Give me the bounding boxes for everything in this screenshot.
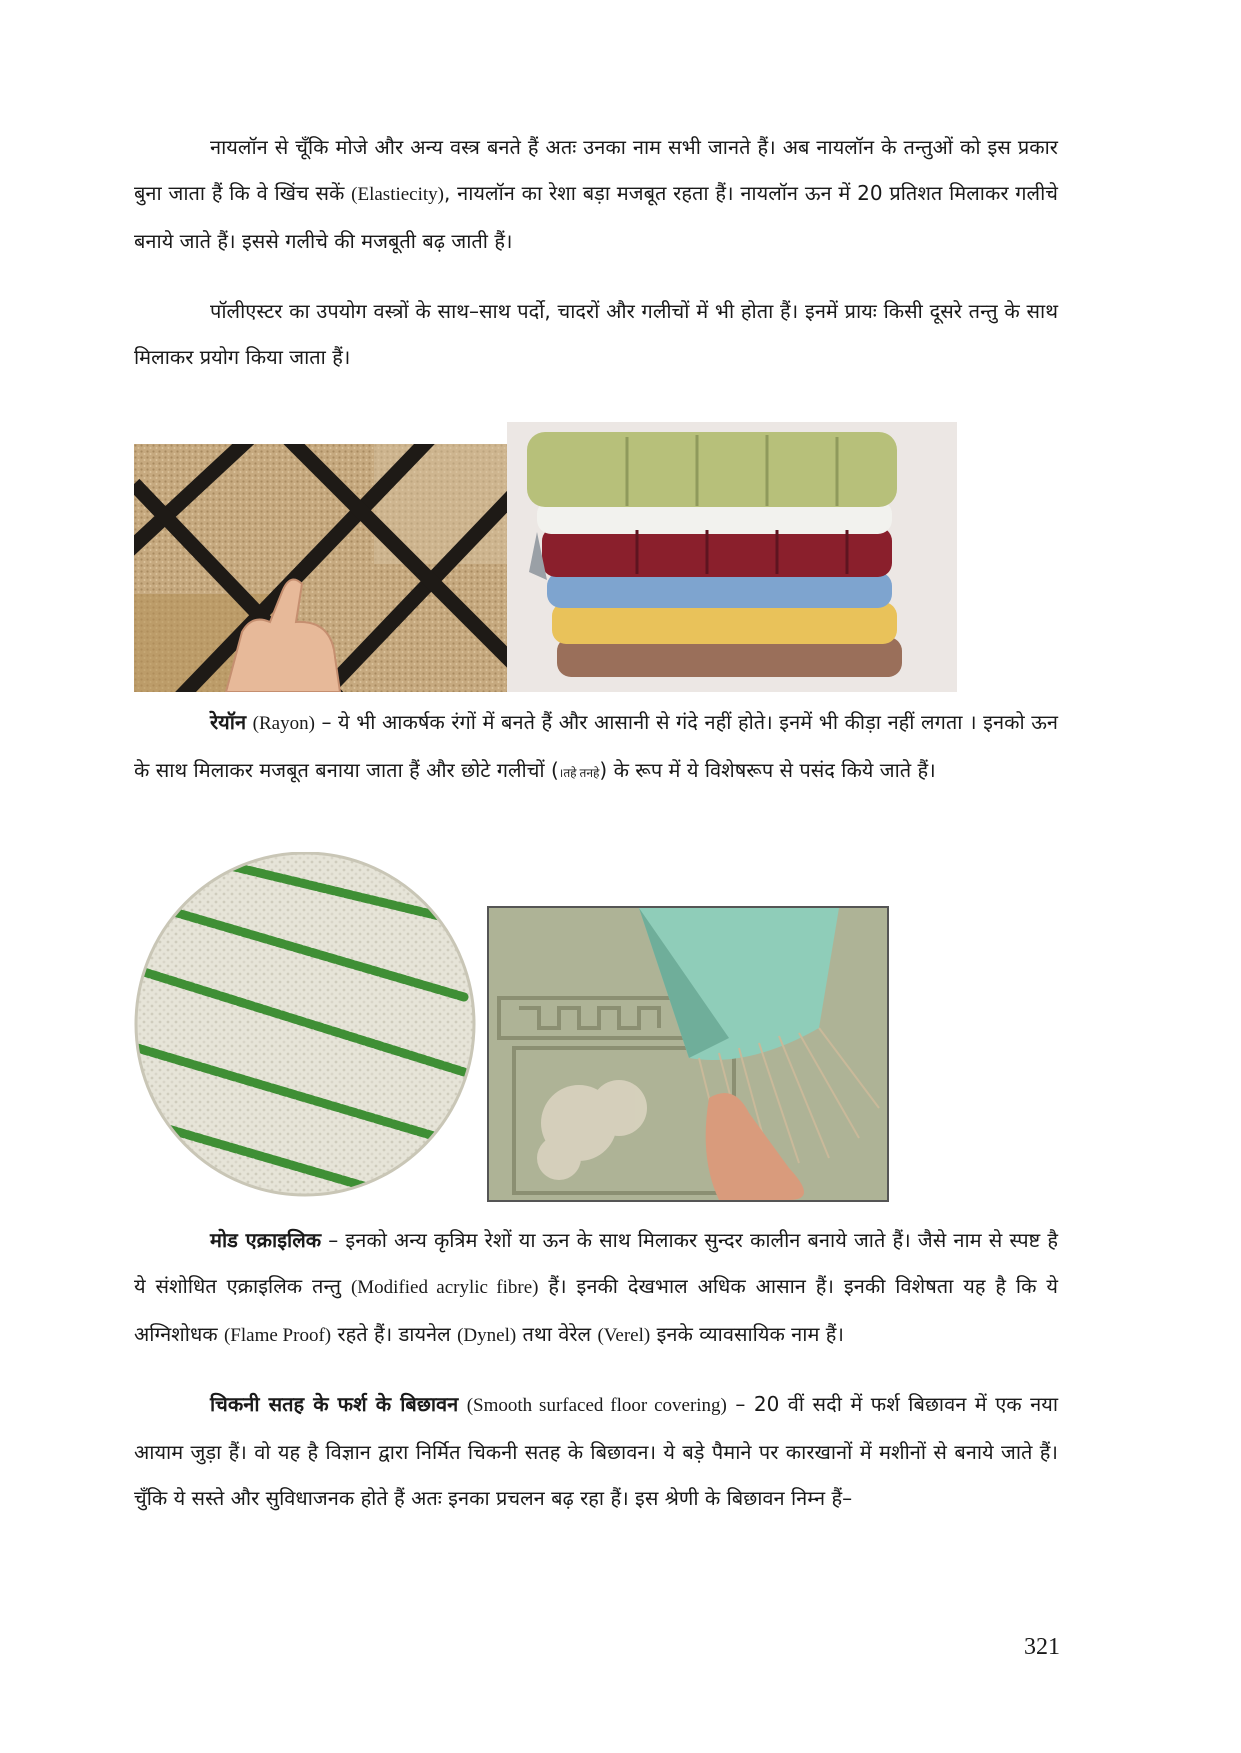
dynel-term: (Dynel) bbox=[457, 1325, 517, 1346]
paragraph-smooth-floor bbox=[134, 1381, 1058, 1521]
paragraph-nylon bbox=[134, 124, 1058, 264]
nylon-text-rest: , नायलॉन का रेशा बड़ा मजबूत रहता हैं। नायलॉन ऊन में 20 प्रतिशत मिलाकर गलीचे बनाये जाते हैं। इससे गलीचे की मजबूती बढ़ जाती हैं। bbox=[134, 181, 1058, 253]
stacked-mats-image bbox=[507, 422, 957, 692]
rayon-term: (Rayon) bbox=[252, 713, 315, 734]
rayon-heading: रेयॉन bbox=[210, 710, 247, 734]
smooth-floor-text: – 20 वीं सदी में फर्श बिछावन में एक नया आयाम जुड़ा हैं। वो यह है विज्ञान द्वारा निर्मित चिकनी सतह के बिछावन। ये बड़े पैमाने पर कारखानों में मशीनों से बनाये जाते हैं। चुँकि ये सस्ते और सुविधाजनक होते हैं अतः इनका प्रचलन बढ़ रहा हैं। इस श्रेणी के बिछावन निम्न हैं– bbox=[134, 1392, 1059, 1510]
flame-proof-term: (Flame Proof) bbox=[223, 1325, 332, 1346]
modacrylic-text-a: – इनको अन्य कृत्रिम रेशों या ऊन के साथ मिलाकर सुन्दर कालीन बनाये जाते हैं। जैसे नाम से स्पष्ट है ये संशोधित एक्राइलिक तन्तु bbox=[134, 1228, 1059, 1298]
carpet-samples-image bbox=[134, 444, 507, 692]
round-rug-image bbox=[134, 852, 476, 1197]
rayon-garbled-term: ।तहे तनहे bbox=[558, 766, 600, 780]
modacrylic-text-d: तथा वेरेल bbox=[516, 1322, 598, 1346]
flipped-rug-image bbox=[487, 906, 889, 1202]
modacrylic-text-b: हैं। इनकी देखभाल अधिक आसान हैं। इनकी विशेषता यह है कि ये अग्निशोधक bbox=[134, 1274, 1058, 1346]
paragraph-rayon bbox=[134, 699, 1058, 796]
modacrylic-text-e: इनके व्यावसायिक नाम हैं। bbox=[650, 1322, 844, 1346]
modacrylic-heading: मोड एक्राइलिक bbox=[210, 1228, 322, 1252]
smooth-floor-term: (Smooth surfaced floor covering) bbox=[466, 1395, 727, 1416]
polyester-text: पॉलीएस्टर का उपयोग वस्त्रों के साथ–साथ पर्दो, चादरों और गलीचों में भी होता हैं। इनमें प्रायः किसी दूसरे तन्तु के साथ मिलाकर प्रयोग किया जाता हैं। bbox=[134, 299, 1058, 369]
modified-acrylic-term: (Modified acrylic fibre) bbox=[350, 1277, 539, 1298]
paragraph-modacrylic bbox=[134, 1217, 1058, 1359]
elasticity-term: (Elastiecity) bbox=[351, 184, 445, 205]
modacrylic-text-c: रहते हैं। डायनेल bbox=[331, 1322, 458, 1346]
rayon-text: – ये भी आकर्षक रंगों में बनते हैं और आसानी से गंदे नहीं होते। इनमें भी कीड़ा नहीं लगता । इनको ऊन के साथ मिलाकर मजबूत बनाया जाता हैं और छोटे गलीचों ( bbox=[134, 710, 1058, 782]
nylon-text: नायलॉन से चूँकि मोजे और अन्य वस्त्र बनते हैं अतः उनका नाम सभी जानते हैं। अब नायलॉन के तन्तुओं को इस प्रकार बुना जाता हैं कि वे खिंच सकें bbox=[134, 135, 1058, 205]
page-number: 321 bbox=[1024, 1634, 1060, 1660]
smooth-floor-heading: चिकनी सतह के फर्श के बिछावन bbox=[210, 1392, 459, 1416]
rayon-text-end: ) के रूप में ये विशेषरूप से पसंद किये जाते हैं। bbox=[599, 758, 936, 782]
verel-term: (Verel) bbox=[597, 1325, 651, 1346]
paragraph-polyester bbox=[134, 288, 1058, 380]
